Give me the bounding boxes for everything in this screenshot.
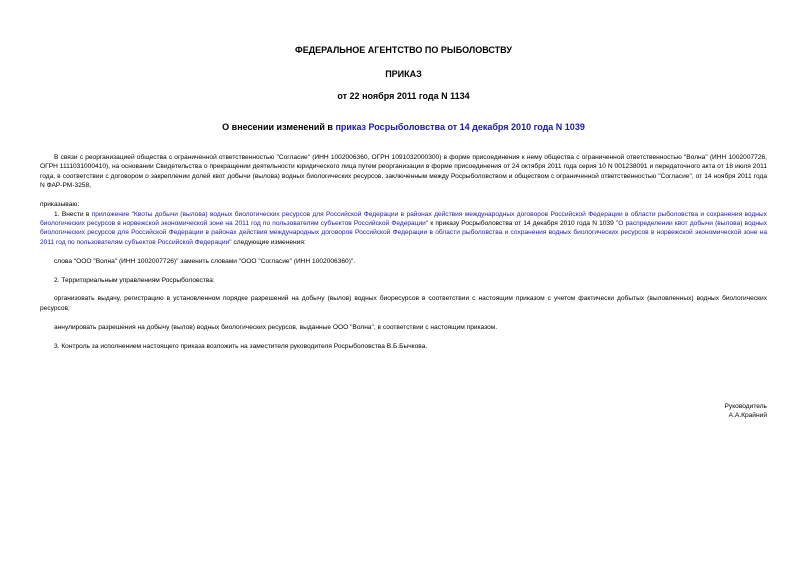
item-2a-paragraph: организовать выдачу, регистрацию в установленном порядке разрешений на добычу (вылов) водных биоресурсов в соответствии с настоящим приказом с учетом фактически добытых (выловленных) водных биологических ресурсов;	[40, 295, 767, 312]
item-2-paragraph: 2. Территориальным управлениям Росрыболовства:	[54, 276, 215, 284]
item-1-paragraph	[40, 210, 767, 248]
item-1-mid: к приказу Росрыболовства от 14 декабря 2010 года N 1039	[428, 219, 616, 227]
subject-prefix: О внесении изменений в	[222, 122, 336, 132]
item-2b-paragraph: аннулировать разрешения на добычу (вылов) водных биологических ресурсов, выданные ООО "Волна", в соответствии с настоящим приказом.	[54, 323, 498, 331]
date-number-heading: от 22 ноября 2011 года N 1134	[337, 91, 470, 101]
appendix-link[interactable]: приложение "Квоты добычи (вылова) водных биологических ресурсов для Российской Федерации в районах действия международных договоров Российской Федерации в области рыболовства и сохранения водных биологических ресурсов в норвежской экономической зоне на 2011 год по пользователям субъектов Российской Федерации"	[40, 210, 767, 227]
order-title-link[interactable]: "О распределении квот добычи (вылова) водных биологических ресурсов для Российской Федерации в районах действия международных договоров Российской Федерации в области рыболовства и сохранения водных биологических ресурсов в норвежской экономической зоне на 2011 год по пользователям субъектов Российской Федерации"	[40, 219, 768, 246]
document-body	[40, 153, 767, 351]
signature-title: Руководитель	[724, 403, 767, 410]
item-1-prefix: 1. Внести в	[54, 210, 92, 218]
agency-heading: ФЕДЕРАЛЬНОЕ АГЕНТСТВО ПО РЫБОЛОВСТВУ	[295, 45, 512, 55]
item-1-suffix: следующие изменения:	[231, 238, 306, 246]
item-1-replacement: слова "ООО "Волна" (ИНН 1002007726)" заменить словами "ООО "Согласие" (ИНН 1002006360)".	[54, 257, 356, 265]
order-word: приказываю:	[40, 201, 80, 209]
document-type-heading: ПРИКАЗ	[385, 69, 422, 79]
item-3-paragraph: 3. Контроль за исполнением настоящего приказа возложить на заместителя руководителя Росрыболовства В.Б.Бычкова.	[54, 342, 428, 350]
signature-block	[725, 402, 767, 421]
subject-heading	[0, 122, 807, 132]
preamble-paragraph: В связи с реорганизацией общества с ограниченной ответственностью "Согласие" (ИНН 1002006360, ОГРН 1091032000300) в форме присоединения к нему общества с ограниченной ответственностью "Волна" (ИНН 1002007726, ОГРН 1111031000410), на основании Свидетельства о прекращении деятельности юридического лица путем реорганизации в форме присоединения от 24 октября 2011 года серия 10 N 001238091 и передаточного акта от 18 июля 2011 года, в соответствии с договором о закреплении долей квот добычи (вылова) водных биологических ресурсов, заключенным между Росрыболовством и обществом с ограниченной ответственностью "Согласие", от 14 ноября 2011 года N ФАР-РМ-3258,	[40, 154, 767, 190]
signature-name: А.А.Крайний	[728, 412, 767, 420]
subject-link[interactable]: приказ Росрыболовства от 14 декабря 2010 года N 1039	[335, 122, 585, 132]
